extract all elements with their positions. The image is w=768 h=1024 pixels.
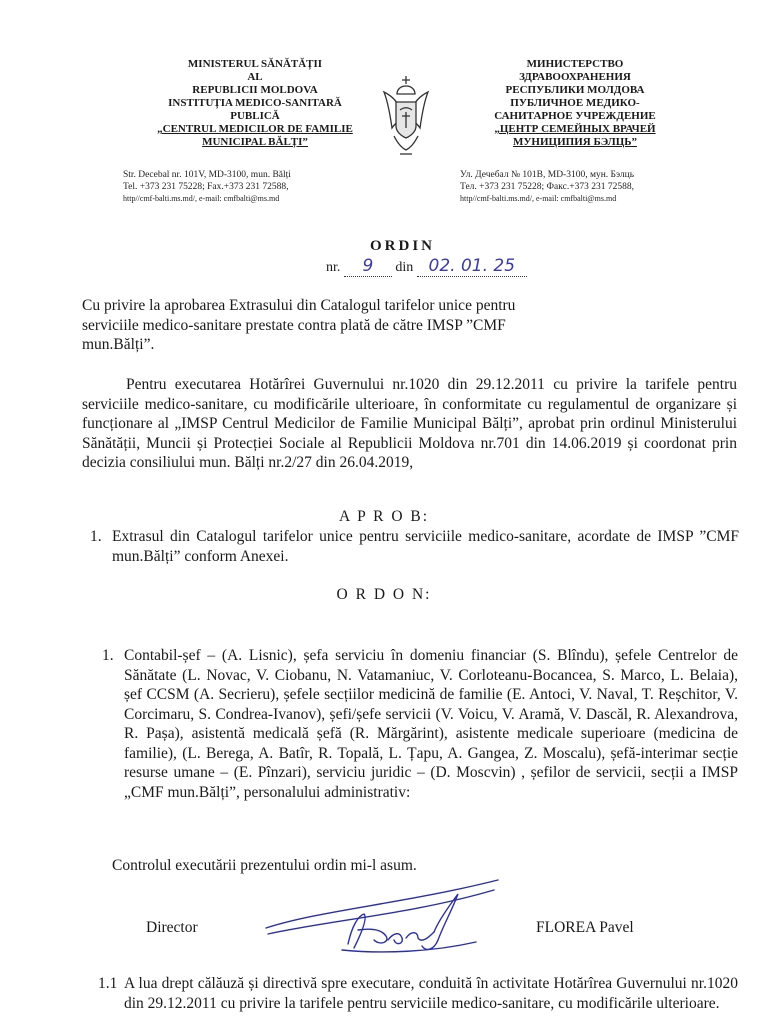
address-ru-street: Ул. Дечебал № 101В, MD-3100, мун. Бэлць — [460, 170, 635, 180]
institution-ru-1: ПУБЛИЧНОЕ МЕДИКО- — [510, 97, 640, 109]
aprob-item-1-text: Extrasul din Catalogul tarifelor unice pentru serviciile medico-sanitare, acordate de IMSP ”CMF mun.Bălți” conform Anexei. — [112, 528, 739, 565]
order-din-label: din — [395, 260, 414, 275]
ordon-item-1-number: 1. — [102, 647, 114, 664]
order-subject: Cu privire la aprobarea Extrasului din Catalogul tarifelor unice pentru serviciile medico-sanitare prestate contra plată de către IMSP ”CMF mun.Bălți”. — [82, 297, 516, 353]
aprob-item-1-number: 1. — [90, 528, 102, 545]
order-date-field — [417, 256, 527, 277]
order-title: ORDIN — [370, 238, 436, 254]
ordon-heading: O R D O N: — [336, 586, 432, 603]
institution-ru-3: „ЦЕНТР СЕМЕЙНЫХ ВРАЧЕЙ — [494, 123, 656, 135]
address-left — [123, 169, 373, 205]
ordon-item-1-text: Contabil-șef – (A. Lisnic), șefa serviciu în domeniu financiar (S. Blîndu), șefele Centrelor de Sănătate (L. Novac, V. Ciobanu, N. Vatamaniuc, V. Corloteanu-Bocancea, S. Marco, L. Belaia), șef CCSM (A. Secrieru), șefele secțiilor medicină de familie (E. Antoci, V. Naval, T. Reșchitor, V. Corcimaru, S. Condrea-Ivanov), șefi/șefe servicii (V. Voicu, V. Aramă, V. Dascăl, R. Alexandrova, R. Pașa), asistentă medicală șefă (R. Mărgărint), asistente medicale superioare (medicina de familie), (L. Berega, A. Batîr, R. Topală, L. Țapu, A. Gangea, Z. Moscalu), șefă-interimar secție resurse umane – (E. Pînzari), serviciu juridic – (D. Moscvin) , șefilor de servicii, secții a IMSP „CMF mun.Bălți”, personalului administrativ: — [124, 647, 738, 801]
aprob-item-1 — [90, 527, 739, 566]
signature-name: FLOREA Pavel — [536, 919, 634, 936]
address-right — [460, 169, 710, 205]
ministry-ru-2: ЗДРАВООХРАНЕНИЯ — [519, 71, 631, 83]
ordon-item-1-1-text: A lua drept călăuză și directivă spre executare, conduită în activitate Hotărîrea Guvernului nr.1020 din 29.12.2011 cu privire la tarifele pentru serviciile medico-sanitare, cu modificările ulterioare. — [124, 975, 738, 1012]
order-nr-label: nr. — [326, 260, 341, 275]
coat-of-arms-emblem — [376, 70, 436, 160]
ministry-ro-country: REPUBLICII MOLDOVA — [192, 84, 318, 96]
institution-ro-1: INSTITUȚIA MEDICO-SANITARĂ — [168, 97, 342, 109]
header-right — [460, 58, 690, 149]
ministry-ro-al: AL — [247, 71, 263, 83]
order-number-line — [326, 256, 527, 277]
ordon-item-1-1-number: 1.1 — [98, 975, 118, 992]
handwritten-signature — [262, 870, 502, 960]
institution-ro-3: „CENTRUL MEDICILOR DE FAMILIE — [157, 123, 353, 135]
order-date-value: 02. 01. 25 — [428, 256, 516, 276]
ministry-ru: МИНИСТЕРСТВО — [526, 58, 624, 70]
ordon-item-1-1 — [98, 974, 738, 1013]
address-ru-web: http//cmf-balti.ms.md/, e-mail: cmfbalti@ms.md — [460, 194, 617, 203]
order-nr-field — [344, 256, 392, 277]
order-nr-value: 9 — [362, 256, 374, 276]
address-ru-phone: Тел. +373 231 75228; Факс.+373 231 72588, — [460, 182, 634, 192]
institution-ru-4: МУНИЦИПИЯ БЭЛЦЬ” — [512, 136, 638, 148]
control-statement: Controlul executării prezentului ordin mi-l asum. — [112, 857, 417, 874]
institution-ru-2: САНИТАРНОЕ УЧРЕЖДЕНИЕ — [494, 110, 656, 122]
ordon-item-1 — [102, 646, 738, 802]
ministry-ru-country: РЕСПУБЛИКИ МОЛДОВА — [505, 84, 645, 96]
aprob-heading: A P R O B: — [338, 508, 430, 525]
signature-role: Director — [146, 919, 198, 936]
address-ro-web: http//cmf-balti.ms.md/, e-mail: cmfbalti@ms.md — [123, 194, 280, 203]
ministry-ro: MINISTERUL SĂNĂTĂȚII — [187, 58, 323, 70]
order-preamble: Pentru executarea Hotărîrei Guvernului nr.1020 din 29.12.2011 cu privire la tarifele pentru serviciile medico-sanitare, cu modificările ulterioare, în conformitate cu regulamentul de organizare și funcționare al „IMSP Centrul Medicilor de Familie Municipal Bălți”, aprobat prin ordinul Ministerului Sănătății, Muncii și Protecției Sociale al Republicii Moldova nr.701 din 14.06.2019 și coordonat prin decizia consiliului mun. Bălți nr.2/27 din 26.04.2019, — [82, 376, 737, 471]
institution-ro-4: MUNICIPAL BĂLȚI” — [202, 136, 308, 148]
institution-ro-2: PUBLICĂ — [230, 110, 280, 122]
address-ro-street: Str. Decebal nr. 101V, MD-3100, mun. Bălți — [123, 170, 291, 180]
address-ro-phone: Tel. +373 231 75228; Fax.+373 231 72588, — [123, 182, 289, 192]
header-left — [140, 58, 370, 149]
